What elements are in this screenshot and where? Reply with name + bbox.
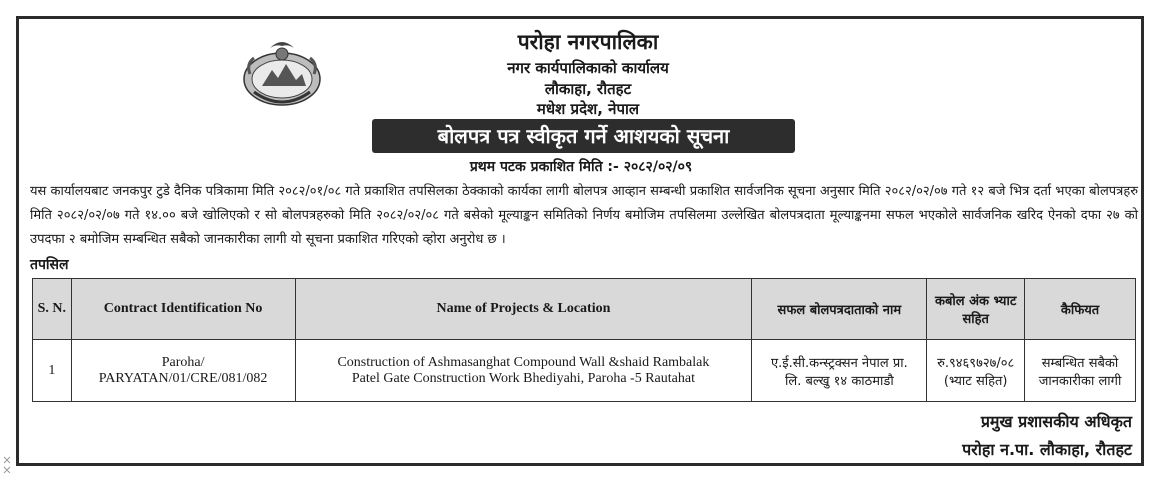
contract-id-line1: Paroha/ [161, 354, 205, 370]
cell-remarks [1025, 340, 1136, 402]
nepal-government-emblem-icon [240, 34, 324, 108]
project-line2: Patel Gate Construction Work Bhediyahi, Paroha -5 Rautahat [351, 370, 695, 386]
header-bidder: सफल बोलपत्रदाताको नाम [752, 279, 927, 340]
details-label: तपसिल [30, 257, 69, 273]
margin-mark-icon [2, 455, 12, 477]
amount-line2: (भ्याट सहित) [943, 373, 1008, 389]
province-country: मधेश प्रदेश, नेपाल [536, 100, 640, 118]
header-project: Name of Projects & Location [295, 279, 752, 340]
signatory-title: प्रमुख प्रशासकीय अधिकृत [980, 412, 1132, 431]
table-row [33, 340, 1136, 402]
header-sn: S. N. [33, 279, 72, 340]
header-remarks: कैफियत [1025, 279, 1136, 340]
amount-line1: रु.९४६९७२७/०८ [937, 355, 1015, 371]
notice-body: यस कार्यालयबाट जनकपुर टुडे दैनिक पत्रिकामा मिति २०८२/०१/०८ गते प्रकाशित तपसिलका ठेक्काको कार्यका लागी बोलपत्र आव्हान सम्बन्धी प्रकाशित सार्वजनिक सूचना अनुसार मिति २०८२/०२/०७ गते १२ बजे भित्र दर्ता भएका बोलपत्रहरु मिति २०८२/०२/०७ गते १४.०० बजे खोलिएको र सो बोलपत्रहरुको मिति २०८२/०२/०८ गते बसेको मूल्याङ्कन समितिको निर्णय बमोजिम तपसिलमा उल्लेखित बोलपत्रदाता मूल्याङ्कनमा सफल भएकोले सार्वजनिक खरिद ऐनको दफा २७ को उपदफा २ बमोजिम सम्बन्धित सबैको जानकारीका लागी यो सूचना प्रकाशित गरिएको व्होरा अनुरोध छ । [30, 184, 1138, 247]
cell-bidder [752, 340, 927, 402]
cell-sn: 1 [33, 340, 72, 402]
cell-amount [927, 340, 1025, 402]
publish-date: प्रथम पटक प्रकाशित मिति :- २०८२/०२/०९ [469, 159, 693, 175]
cell-project [295, 340, 752, 402]
header-contract-id: Contract Identification No [71, 279, 295, 340]
office-location: लौकाहा, रौतहट [544, 80, 632, 98]
notice-heading-banner: बोलपत्र पत्र स्वीकृत गर्ने आशयको सूचना [372, 119, 795, 153]
bidder-line2: लि. बल्खु १४ काठमाडौ [785, 373, 894, 389]
contract-id-line2: PARYATAN/01/CRE/081/082 [98, 370, 268, 386]
project-line1: Construction of Ashmasanghat Compound Wall &shaid Rambalak [337, 354, 710, 370]
header-amount: कबोल अंक भ्याट सहित [927, 279, 1025, 340]
remarks-line2: जानकारीका लागी [1038, 373, 1122, 389]
bidder-line1: ए.ई.सी.कन्स्ट्रक्सन नेपाल प्रा. [770, 355, 908, 371]
municipality-title: परोहा नगरपालिका [517, 30, 659, 54]
office-name: नगर कार्यपालिकाको कार्यालय [507, 59, 669, 77]
awards-table [32, 278, 1136, 402]
cell-contract-id [71, 340, 295, 402]
table-header-row [33, 279, 1136, 340]
signatory-office: परोहा न.पा. लौकाहा, रौतहट [962, 440, 1132, 459]
remarks-line1: सम्बन्धित सबैको [1041, 355, 1119, 371]
